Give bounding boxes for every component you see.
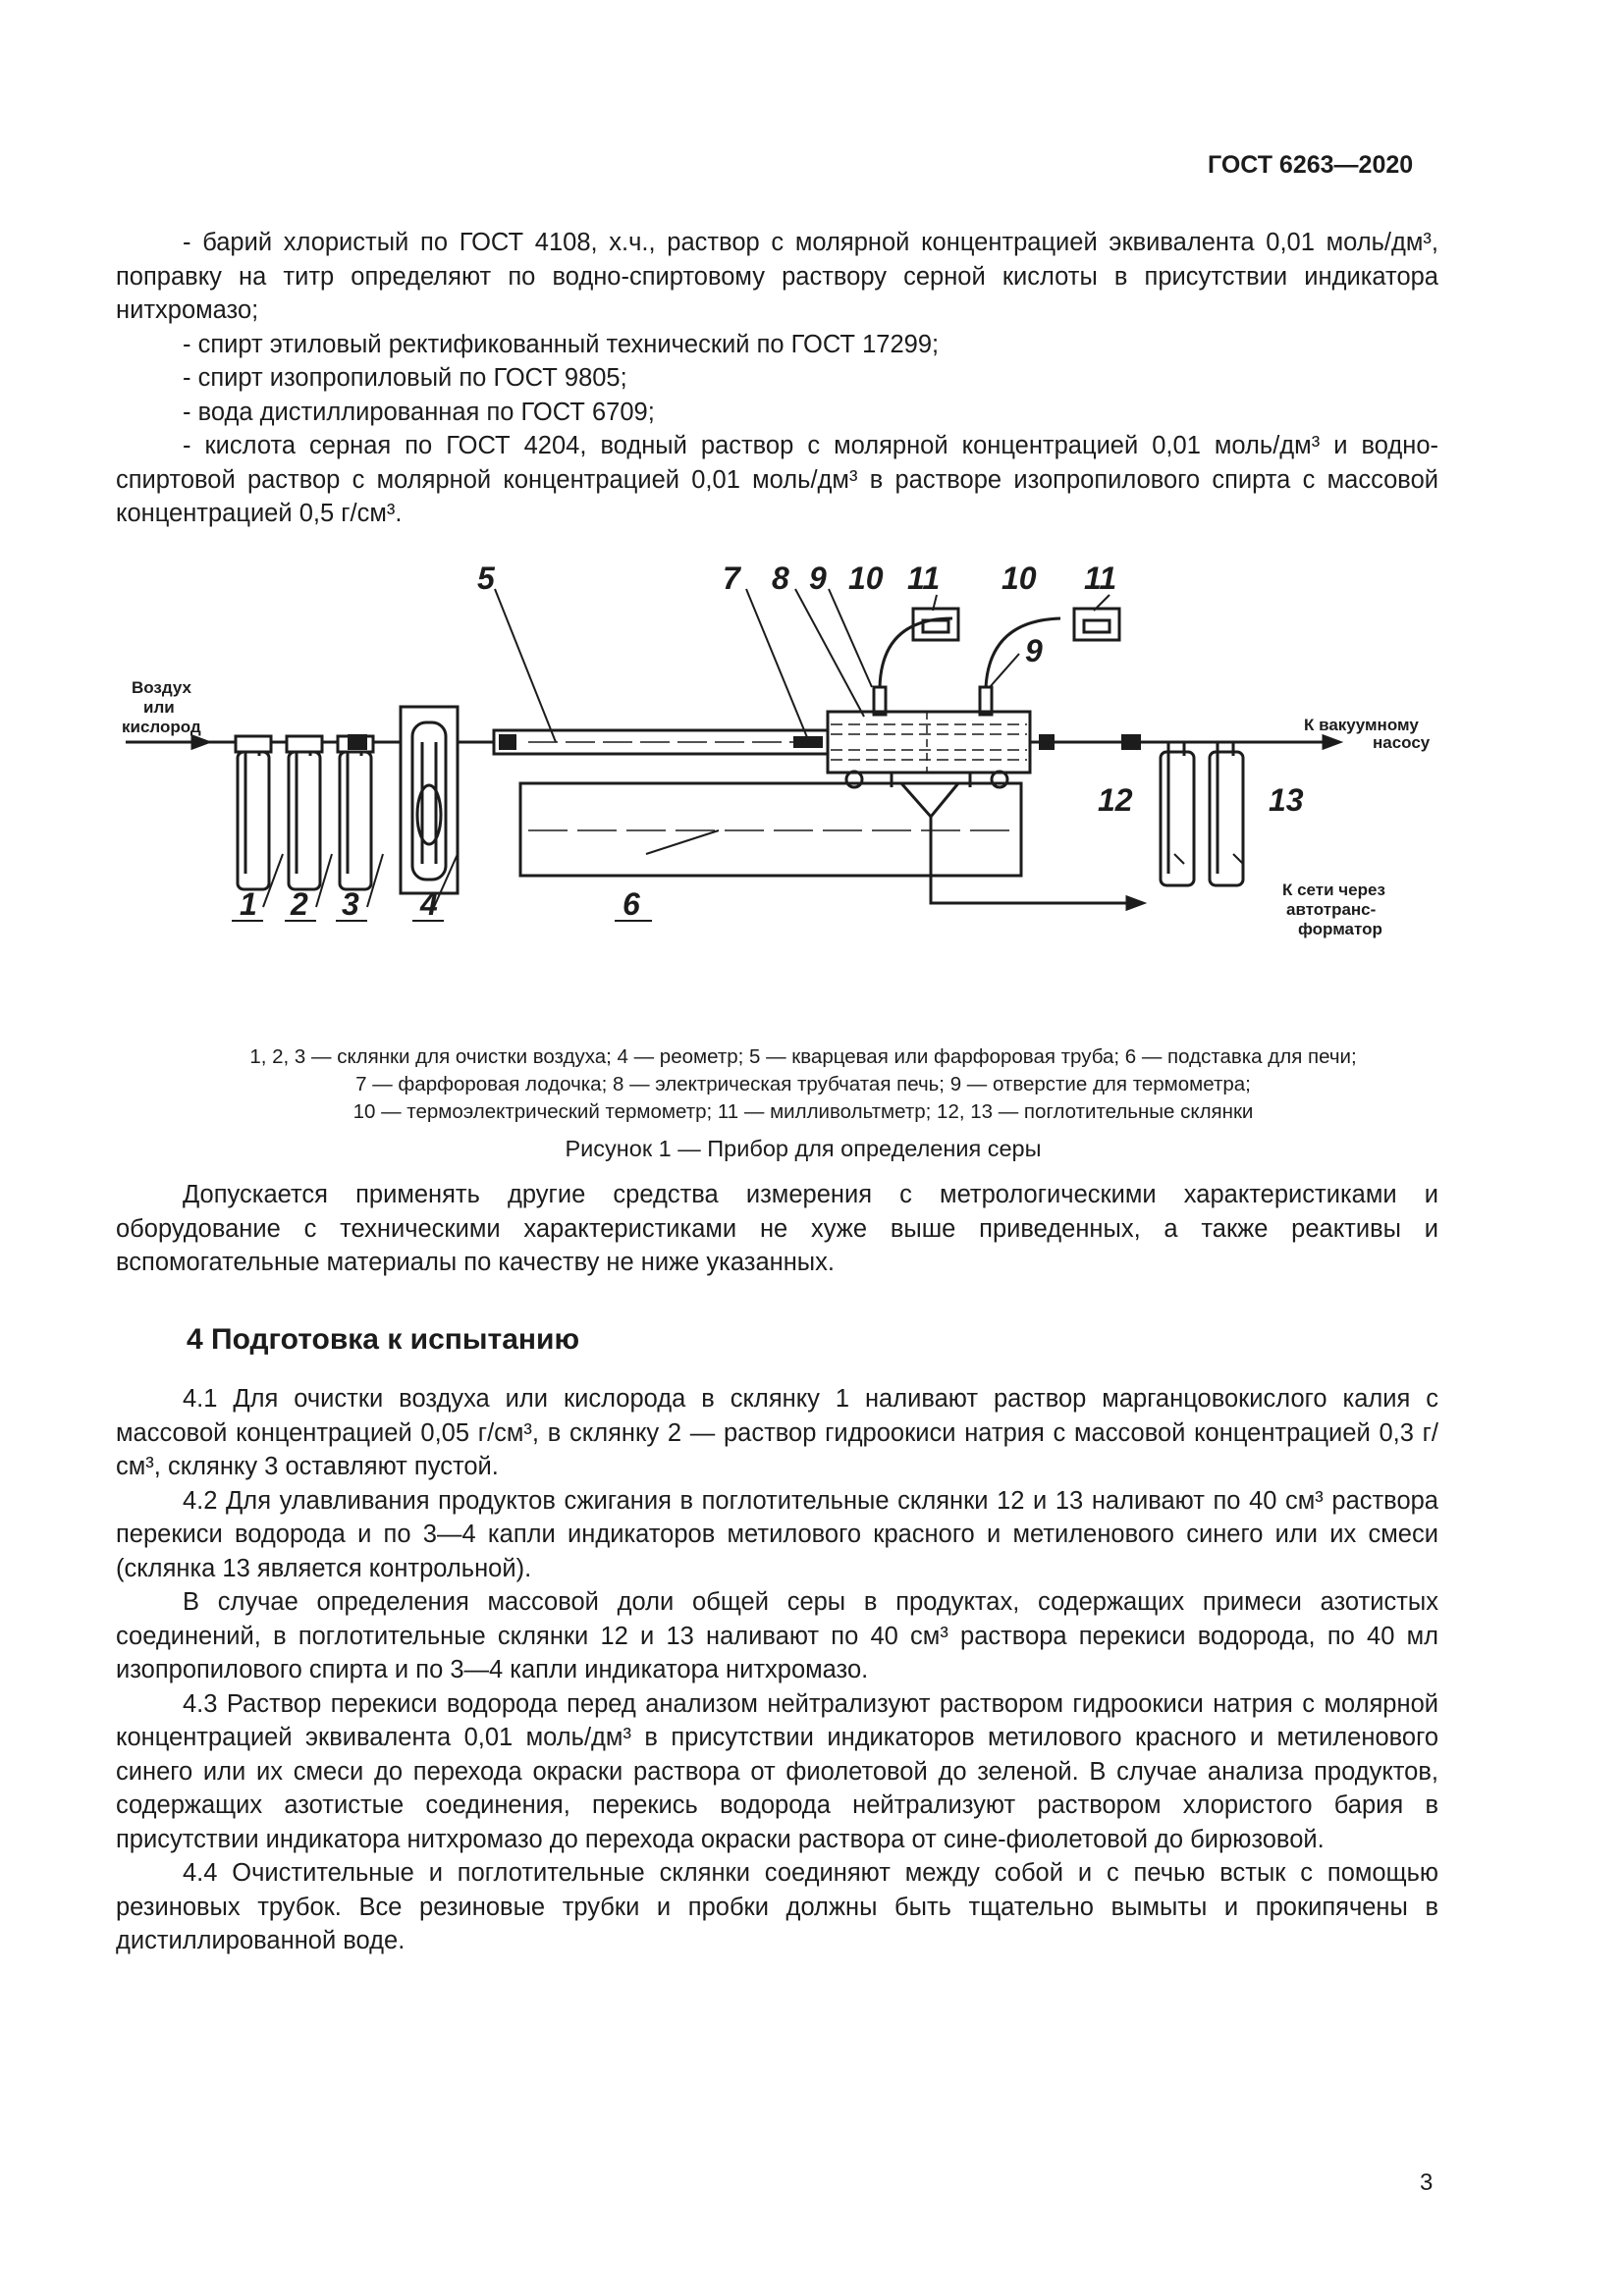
label-10: 10 [848,561,884,596]
legend-line: 1, 2, 3 — склянки для очистки воздуха; 4 — реометр; 5 — кварцевая или фарфоровая труба; 6 — подставка для печи; [249,1045,1357,1068]
paragraph: 4.4 Очистительные и поглотительные склянки соединяют между собой и с печью встык с помощью резиновых трубок. Все резиновые трубки и пробки должны быть тщательно вымыты и прокипячены в дистиллированной воде. [116,1859,1438,1954]
section-body [116,1382,1438,1958]
label-2: 2 [291,886,308,922]
label-3: 3 [342,886,359,922]
outlet-pump-label: К вакуумному [1304,716,1419,734]
outlet-pump-label: насосу [1373,733,1431,752]
label-8: 8 [772,561,789,596]
wash-bottle-3 [338,736,373,889]
label-12: 12 [1098,782,1133,818]
reagent-item: - вода дистиллированная по ГОСТ 6709; [183,398,655,426]
label-13: 13 [1269,782,1304,818]
reagent-item: - кислота серная по ГОСТ 4204, водный раствор с молярной концентрацией 0,01 моль/дм³ и водно-спиртовой раствор с молярной концентрацией 0,01 моль/дм³ в растворе изопропилового спирта с массовой концентрацией 0,5 г/см³. [116,432,1438,527]
absorber-12 [1161,742,1194,885]
label-11: 11 [907,561,941,596]
label-10b: 10 [1001,561,1037,596]
paragraph: Допускается применять другие средства измерения с метрологическими характеристиками и оборудование с техническими характеристиками не хуже выше приведенных, а также реактивы и вспомогательные материалы по качеству не ниже указанных. [116,1181,1438,1276]
document-code: ГОСТ 6263—2020 [1208,151,1414,179]
paragraph: 4.3 Раствор перекиси водорода перед анализом нейтрализуют раствором гидроокиси натрия с молярной концентрацией эквивалента 0,01 моль/дм³ в присутствии индикаторов метилового красного и метиленового синего или их смеси до перехода окраски раствора от фиолетовой до зеленой. В случае анализа продуктов, содержащих азотистые соединения, перекись водорода нейтрализуют раствором хлористого бария в присутствии индикатора нитхромазо до перехода окраски раствора от сине-фиолетовой до бирюзовой. [116,1689,1438,1853]
label-9: 9 [809,561,827,596]
legend-line: 7 — фарфоровая лодочка; 8 — электрическая трубчатая печь; 9 — отверстие для термометра; [355,1073,1251,1095]
mains-label: автотранс- [1286,900,1377,919]
after-figure-text [116,1178,1438,1280]
mains-label: К сети через [1282,881,1385,899]
figure-caption: Рисунок 1 — Прибор для определения серы [565,1136,1042,1161]
figure-legend [116,1043,1490,1126]
section-title: 4 Подготовка к испытанию [187,1323,580,1356]
legend-line: 10 — термоэлектрический термометр; 11 — милливольтметр; 12, 13 — поглотительные склянки [352,1100,1254,1123]
label-4: 4 [420,886,438,922]
label-11b: 11 [1084,561,1117,596]
label-1: 1 [240,886,257,922]
mains-label: форматор [1298,920,1382,938]
wash-bottle-1 [236,736,271,889]
paragraph: 4.1 Для очистки воздуха или кислорода в склянку 1 наливают раствор марганцовокислого калия с массовой концентрацией 0,05 г/см³, в склянку 2 — раствор гидроокиси натрия с массовой концентрацией 0,3 г/см³, склянку 3 оставляют пустой. [116,1385,1438,1480]
inlet-label: Воздух [132,678,192,697]
label-9b: 9 [1025,633,1043,668]
label-6: 6 [623,886,640,922]
label-7: 7 [723,561,740,596]
reagent-item: - барий хлористый по ГОСТ 4108, х.ч., раствор с молярной концентрацией эквивалента 0,01 моль/дм³, поправку на титр определяют по водно-спиртовому раствору серной кислоты в присутствии индикатора нитхромазо; [116,229,1438,324]
inlet-label: или [143,698,175,717]
reagent-list [116,226,1438,531]
absorber-13 [1210,742,1243,885]
paragraph: В случае определения массовой доли общей серы в продуктах, содержащих примеси азотистых соединений, в поглотительные склянки 12 и 13 наливают по 40 см³ раствора перекиси водорода, по 40 мл изопропилового спирта и по 3—4 капли индикатора нитхромазо. [116,1588,1438,1683]
apparatus-diagram [116,560,1510,1001]
reagent-item: - спирт изопропиловый по ГОСТ 9805; [183,364,627,392]
reagent-item: - спирт этиловый ректификованный технический по ГОСТ 17299; [183,330,940,358]
label-5: 5 [477,561,495,596]
page-number: 3 [1420,2169,1434,2196]
tube-furnace-8 [828,712,1030,773]
paragraph: 4.2 Для улавливания продуктов сжигания в поглотительные склянки 12 и 13 наливают по 40 см³ раствора перекиси водорода и по 3—4 капли индикаторов метилового красного и метиленового синего или их смеси (склянка 13 является контрольной). [116,1486,1438,1582]
inlet-label: кислород [122,718,201,736]
wash-bottle-2 [287,736,322,889]
reometer-4 [401,707,458,893]
